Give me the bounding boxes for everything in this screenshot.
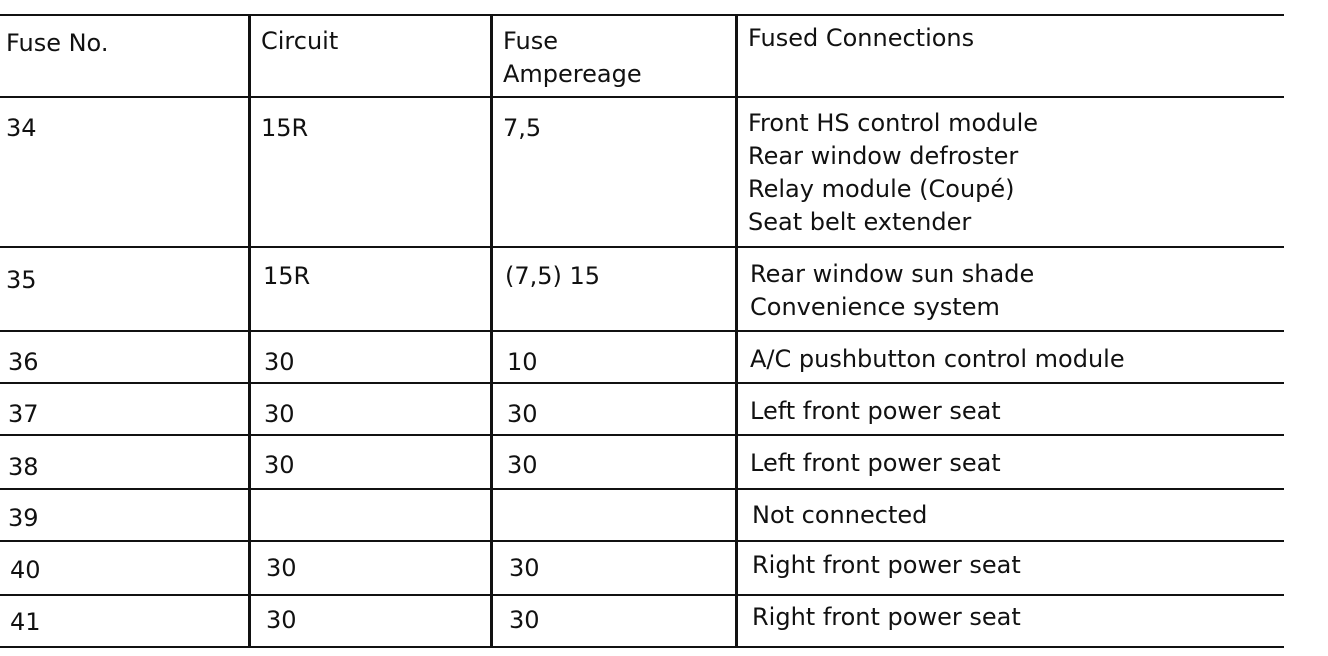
connection-line: Rear window defroster — [748, 142, 1019, 170]
table-bottom-border — [0, 646, 1284, 648]
header-ampereage-line: Ampereage — [503, 60, 642, 88]
cell-fuse-no: 39 — [8, 504, 39, 532]
cell-ampereage: 30 — [507, 400, 538, 428]
connection-line: Rear window sun shade — [750, 260, 1035, 288]
row-rule — [0, 382, 1284, 384]
row-rule — [0, 594, 1284, 596]
row-rule — [0, 434, 1284, 436]
cell-circuit: 15R — [263, 262, 311, 290]
connection-line: Seat belt extender — [748, 208, 972, 236]
cell-connections — [750, 258, 1034, 324]
header-fuse-no: Fuse No. — [6, 29, 109, 57]
cell-connections: A/C pushbutton control module — [750, 345, 1125, 373]
cell-fuse-no: 35 — [6, 266, 37, 294]
cell-connections — [748, 107, 1038, 239]
connection-line: Convenience system — [750, 293, 1000, 321]
column-rule — [490, 14, 493, 648]
cell-ampereage: 30 — [509, 554, 540, 582]
cell-fuse-no: 36 — [8, 348, 39, 376]
row-rule — [0, 246, 1284, 248]
cell-connections: Left front power seat — [750, 449, 1001, 477]
cell-fuse-no: 34 — [6, 114, 37, 142]
connection-line: Relay module (Coupé) — [748, 175, 1015, 203]
cell-fuse-no: 37 — [8, 400, 39, 428]
cell-fuse-no: 40 — [10, 556, 41, 584]
header-circuit: Circuit — [261, 27, 339, 55]
cell-fuse-no: 38 — [8, 453, 39, 481]
cell-circuit: 30 — [264, 400, 295, 428]
row-rule — [0, 488, 1284, 490]
row-rule — [0, 330, 1284, 332]
cell-ampereage: (7,5) 15 — [505, 262, 601, 290]
header-ampereage-line: Fuse — [503, 27, 558, 55]
column-rule — [735, 14, 738, 648]
cell-circuit: 30 — [264, 451, 295, 479]
cell-connections: Left front power seat — [750, 397, 1001, 425]
connection-line: Front HS control module — [748, 109, 1039, 137]
cell-connections: Not connected — [752, 501, 928, 529]
header-fuse-ampereage — [503, 25, 642, 91]
cell-ampereage: 7,5 — [503, 114, 542, 142]
cell-circuit: 30 — [264, 348, 295, 376]
cell-connections: Right front power seat — [752, 603, 1021, 631]
cell-fuse-no: 41 — [10, 608, 41, 636]
cell-circuit: 30 — [266, 554, 297, 582]
cell-connections: Right front power seat — [752, 551, 1021, 579]
header-bottom-rule — [0, 96, 1284, 98]
table-top-border — [0, 14, 1284, 16]
row-rule — [0, 540, 1284, 542]
cell-ampereage: 30 — [507, 451, 538, 479]
cell-ampereage: 10 — [507, 348, 538, 376]
column-rule — [248, 14, 251, 648]
cell-ampereage: 30 — [509, 606, 540, 634]
cell-circuit: 15R — [261, 114, 309, 142]
header-fused-connections: Fused Connections — [748, 24, 975, 52]
cell-circuit: 30 — [266, 606, 297, 634]
